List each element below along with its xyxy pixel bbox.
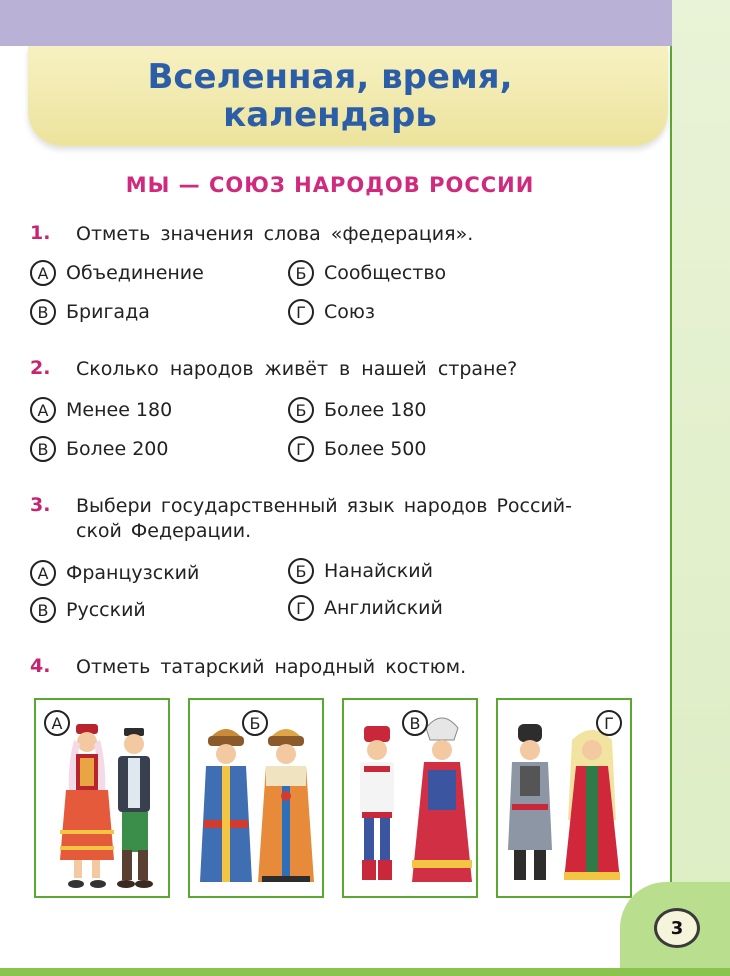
q1-option-v-label: Бригада xyxy=(66,301,150,323)
title-line-1: Вселенная, время, xyxy=(147,57,513,97)
question-2-text: Сколько народов живёт в нашей стране? xyxy=(76,358,518,380)
title-line-2: календарь xyxy=(223,95,437,135)
question-3-text xyxy=(76,494,572,544)
q1-option-a[interactable] xyxy=(30,260,204,286)
q1-option-g[interactable] xyxy=(288,299,375,325)
picture-a-badge: А xyxy=(44,710,70,736)
q1-option-b[interactable] xyxy=(288,260,446,286)
section-title: МЫ — СОЮЗ НАРОДОВ РОССИИ xyxy=(125,173,535,197)
q3-option-g[interactable] xyxy=(288,595,443,621)
q3-option-v[interactable] xyxy=(30,597,146,623)
question-3-text-line-1: Выбери государственный язык народов Россий- xyxy=(76,495,572,517)
q1-option-g-badge: Г xyxy=(288,299,314,325)
costume-card-g[interactable] xyxy=(496,698,632,898)
question-1-number: 1. xyxy=(30,222,51,244)
q2-option-b[interactable] xyxy=(288,397,427,423)
q3-option-b-badge: Б xyxy=(288,558,314,584)
q3-option-g-badge: Г xyxy=(288,595,314,621)
q1-option-b-label: Сообщество xyxy=(324,262,447,284)
q3-option-a-label: Французский xyxy=(66,562,200,584)
q1-option-g-label: Союз xyxy=(324,301,375,323)
q3-option-b-label: Нанайский xyxy=(324,560,433,582)
q2-option-v[interactable] xyxy=(30,436,169,462)
costume-card-b[interactable] xyxy=(188,698,324,898)
top-color-bar xyxy=(0,0,730,46)
margin-line xyxy=(670,46,672,906)
costume-card-v[interactable] xyxy=(342,698,478,898)
q3-option-v-badge: В xyxy=(30,597,56,623)
q2-option-a-label: Менее 180 xyxy=(66,399,173,421)
q3-option-g-label: Английский xyxy=(324,597,443,619)
q1-option-v[interactable] xyxy=(30,299,150,325)
q2-option-a[interactable] xyxy=(30,397,172,423)
page-title xyxy=(0,58,660,134)
q3-option-a[interactable] xyxy=(30,560,199,586)
picture-b-badge: Б xyxy=(242,710,268,736)
bottom-color-bar xyxy=(0,968,730,976)
question-4-number: 4. xyxy=(30,655,51,677)
q2-option-a-badge: А xyxy=(30,397,56,423)
question-1-text: Отметь значения слова «федерация». xyxy=(76,223,474,245)
q2-option-g-label: Более 500 xyxy=(324,438,427,460)
question-3-text-line-2: ской Федерации. xyxy=(76,520,252,542)
picture-v-badge: В xyxy=(402,710,428,736)
q1-option-a-badge: А xyxy=(30,260,56,286)
q2-option-g-badge: Г xyxy=(288,436,314,462)
q3-option-v-label: Русский xyxy=(66,599,146,621)
picture-g-badge: Г xyxy=(596,710,622,736)
q2-option-b-badge: Б xyxy=(288,397,314,423)
q2-option-v-badge: В xyxy=(30,436,56,462)
page-number: 3 xyxy=(654,908,700,948)
q2-option-v-label: Более 200 xyxy=(66,438,169,460)
q1-option-v-badge: В xyxy=(30,299,56,325)
right-margin-strip xyxy=(672,0,730,976)
question-4-text: Отметь татарский народный костюм. xyxy=(76,656,467,678)
q2-option-b-label: Более 180 xyxy=(324,399,427,421)
question-3-number: 3. xyxy=(30,494,51,516)
q1-option-a-label: Объединение xyxy=(66,262,204,284)
q3-option-b[interactable] xyxy=(288,558,433,584)
q3-option-a-badge: А xyxy=(30,560,56,586)
q2-option-g[interactable] xyxy=(288,436,427,462)
question-2-number: 2. xyxy=(30,357,51,379)
costume-card-a[interactable] xyxy=(34,698,170,898)
q1-option-b-badge: Б xyxy=(288,260,314,286)
